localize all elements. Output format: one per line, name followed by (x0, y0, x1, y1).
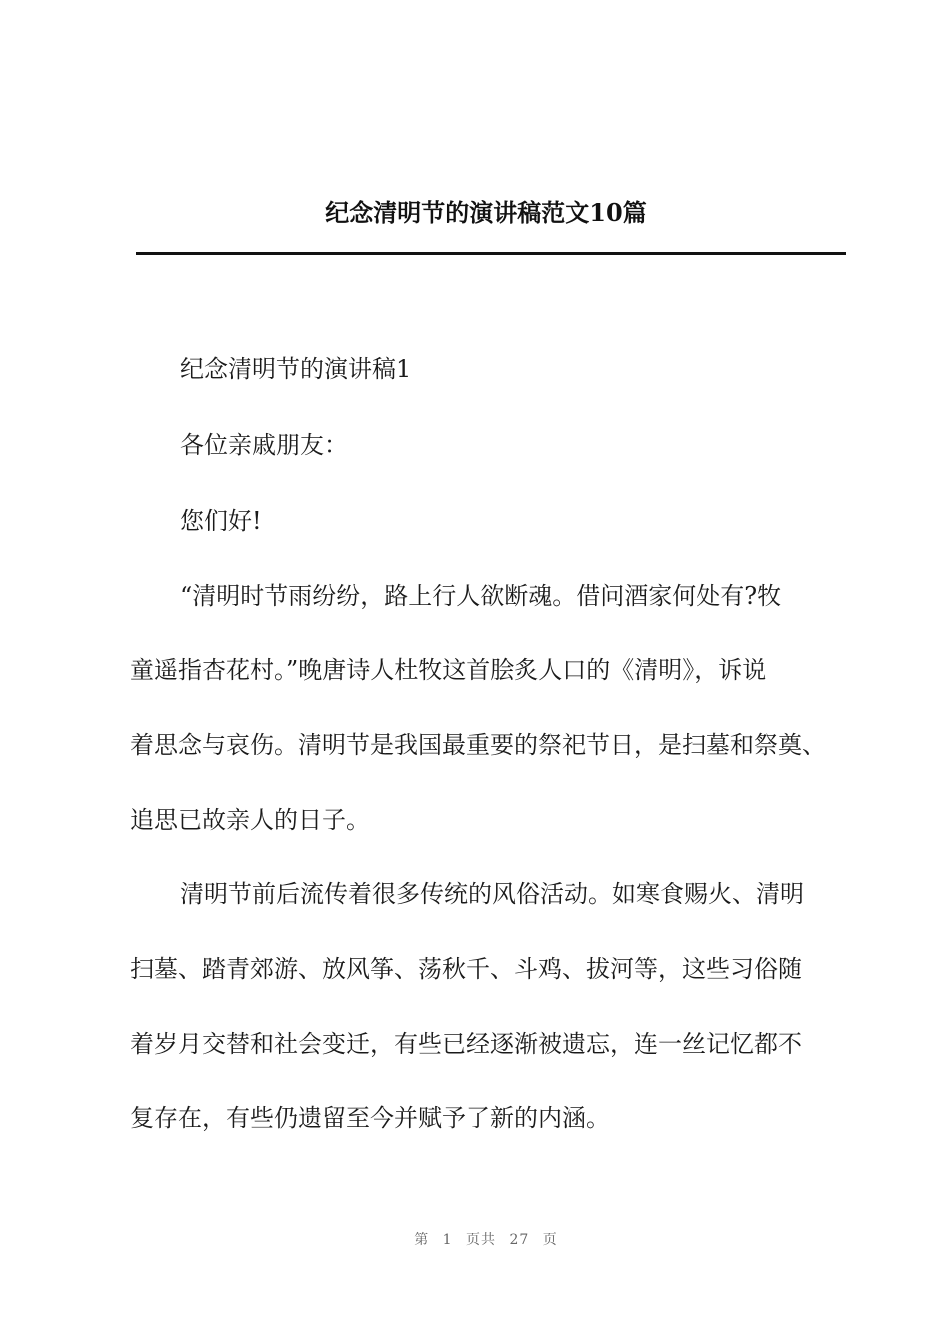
paragraph-1-line-3: 着思念与哀伤。清明节是我国最重要的祭祀节日，是扫墓和祭奠、 (130, 731, 826, 759)
paragraph-2-line-3: 着岁月交替和社会变迁，有些已经逐渐被遗忘，连一丝记忆都不 (130, 1030, 802, 1058)
section-heading: 纪念清明节的演讲稿1 (180, 355, 412, 383)
paragraph-1-line-1: “清明时节雨纷纷，路上行人欲断魂。借问酒家何处有?牧 (180, 582, 782, 610)
paragraph-2-line-2: 扫墓、踏青郊游、放风筝、荡秋千、斗鸡、拔河等，这些习俗随 (130, 955, 802, 983)
greeting: 您们好! (180, 507, 262, 535)
paragraph-1-line-2: 童遥指杏花村。”晚唐诗人杜牧这首脍炙人口的《清明》，诉说 (130, 656, 767, 684)
document-title: 纪念清明节的演讲稿范文10篇 (325, 198, 647, 227)
page-number-footer: 第 1 页共 27 页 (414, 1232, 558, 1248)
title-underline (136, 252, 846, 255)
paragraph-2-line-1: 清明节前后流传着很多传统的风俗活动。如寒食赐火、清明 (180, 880, 804, 908)
paragraph-1-line-4: 追思已故亲人的日子。 (130, 806, 370, 834)
paragraph-2-line-4: 复存在，有些仍遗留至今并赋予了新的内涵。 (130, 1104, 610, 1132)
salutation: 各位亲戚朋友： (180, 431, 348, 459)
